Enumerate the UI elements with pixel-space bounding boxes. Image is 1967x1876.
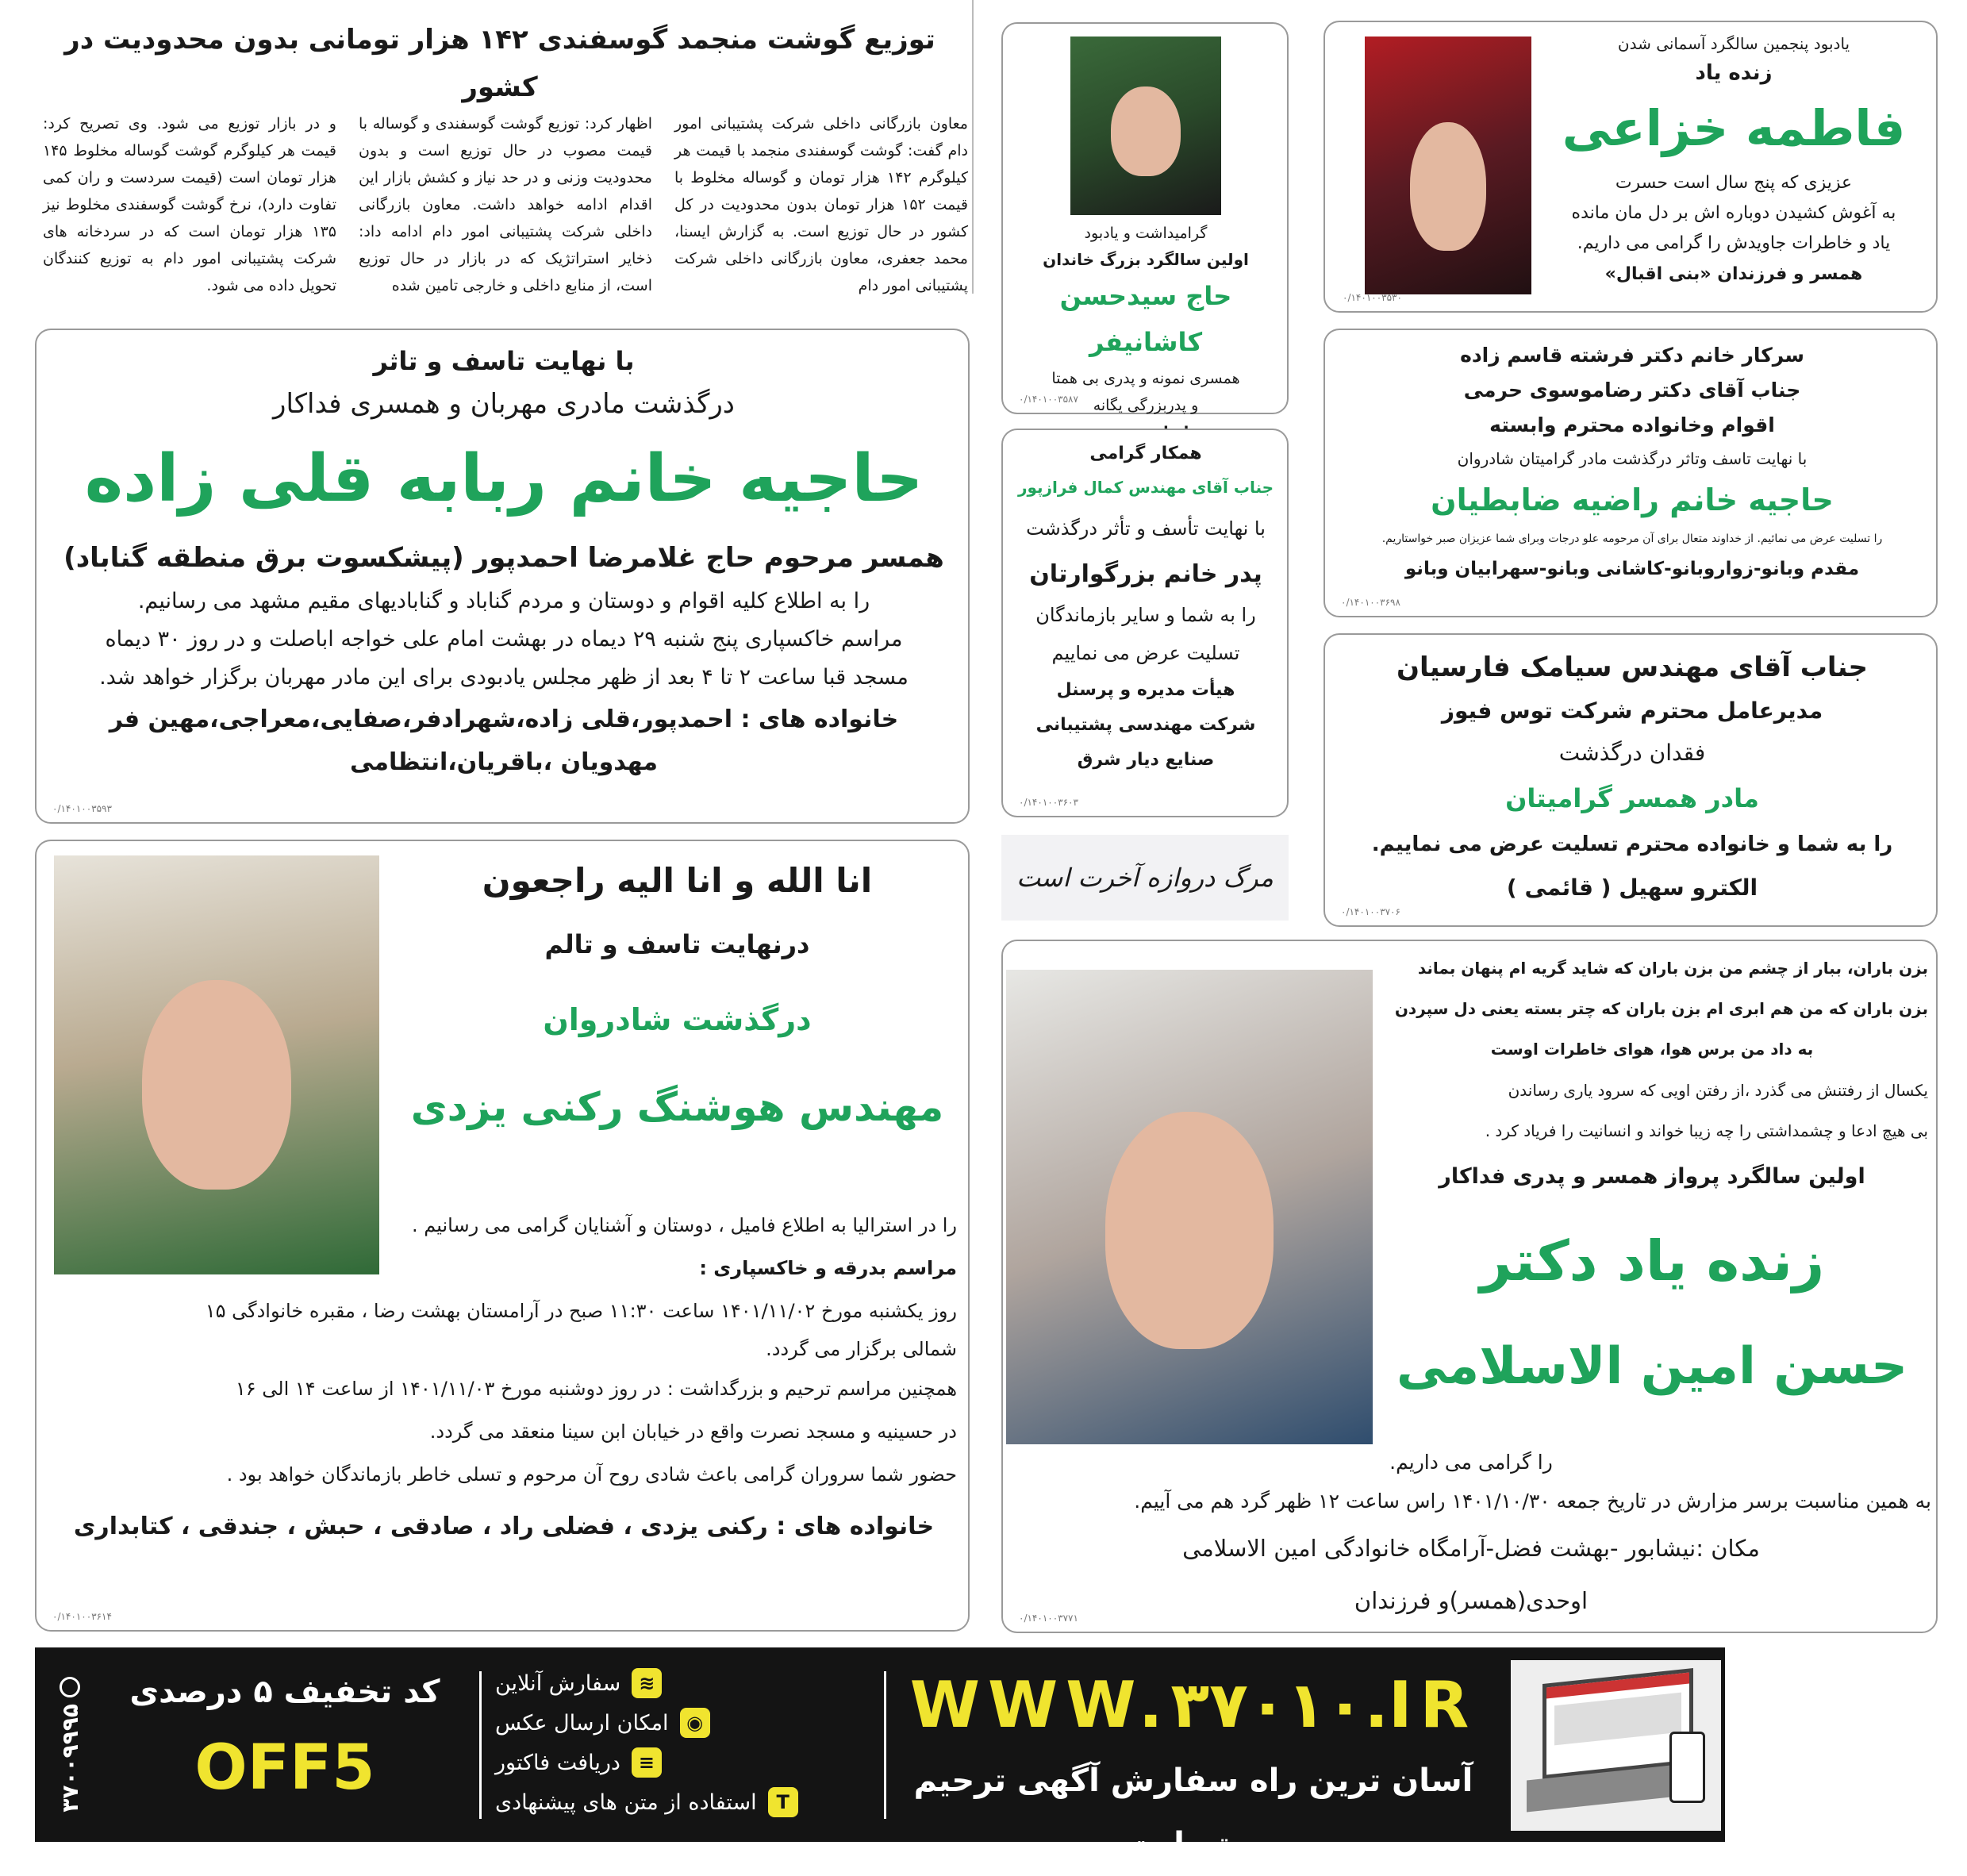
ad-code: ۰/۱۴۰۱۰۰۳۶۱۴ xyxy=(52,1611,112,1622)
discount-label: کد تخفیف ۵ درصدی xyxy=(129,1674,440,1710)
ad-body: یکسال از رفتنش می گذرد ،از رفتن اویی که سرود یاری رساندن xyxy=(1508,1081,1928,1100)
news-column-3: و در بازار توزیع می شود. وی تصریح کرد: قیمت هر کیلوگرم گوشت گوساله مخلوط ۱۴۵ هزار تومان است (قیمت سردست و ران کمی تفاوت دارد)، نرخ گوشت گوسفندی مخلوط نیز ۱۳۵ هزار تومان است که در سردخانه های شرکت پشتیبانی امور دام به توزیع کنندگان تحویل داده می شود. xyxy=(43,115,336,294)
obituary-khozaei xyxy=(1323,21,1938,313)
ad-body: را در استرالیا به اطلاع فامیل ، دوستان و آشنایان گرامی می رسانیم . xyxy=(412,1214,957,1236)
ad-code: ۰/۱۴۰۱۰۰۳۷۰۶ xyxy=(1341,906,1400,917)
ad-line: جناب آقای مهندس سیامک فارسیان xyxy=(1396,652,1869,683)
ad-body: را به اطلاع کلیه اقوام و دوستان و مردم گناباد و گنابادیهای مقیم مشهد می رسانیم. xyxy=(137,589,870,613)
ad-body: همچنین مراسم ترحیم و بزرگداشت : در روز دوشنبه مورخ ۱۴۰۱/۱۱/۰۳ از ساعت ۱۴ الی ۱۶ xyxy=(235,1378,957,1400)
obituary-zabetian xyxy=(1323,329,1938,617)
ad-line: اولین سالگرد بزرگ خاندان xyxy=(1043,250,1249,269)
document-icon: ≡ xyxy=(632,1747,662,1778)
feature-online-order: ≋ سفارش آنلاین xyxy=(495,1663,868,1703)
ad-signature: شرکت مهندسی پشتیبانی xyxy=(1035,715,1256,735)
deceased-name: فاطمه خزاعی xyxy=(1562,99,1906,157)
ad-line: اقوام وخانواده محترم وابسته xyxy=(1489,413,1775,436)
column-divider xyxy=(972,0,974,294)
poem-line: به داد من برس هوا، هوای خاطرات اوست xyxy=(1490,1040,1814,1059)
ad-line: انا الله و انا الیه راجعون xyxy=(482,861,873,900)
ad-line: با نهایت تاسف وتاثر درگذشت مادر گرامیتان شادروان xyxy=(1457,449,1808,468)
portrait-photo xyxy=(1006,970,1373,1444)
obituary-aminoleslami xyxy=(1001,940,1938,1633)
quote-text: مرگ دروازه آخرت است xyxy=(1016,863,1274,893)
camera-icon: ◉ xyxy=(680,1708,710,1738)
ad-code: ۰/۱۴۰۱۰۰۳۶۰۳ xyxy=(1019,797,1078,808)
ad-body: یاد و خاطرات جاویدش را گرامی می داریم. xyxy=(1577,233,1891,253)
news-column-1: معاون بازرگانی داخلی شرکت پشتیبانی امور دام گفت: گوشت گوسفندی منجمد با قیمت هر کیلوگرم ۱۴۲ هزار تومان و گوساله مخلوط با قیمت ۱۵۲ هزار تومان بدون محدودیت در کل کشور در حال توزیع است. به گزارش ایسنا، محمد جعفری، معاون بازرگانی داخلی شرکت پشتیبانی امور دام xyxy=(674,115,969,294)
ad-signature: هیأت مدیره و پرسنل xyxy=(1056,680,1235,700)
smartphone xyxy=(1669,1732,1705,1803)
banner-divider xyxy=(884,1671,886,1819)
ad-line: یادبود پنجمین سالگرد آسمانی شدن xyxy=(1617,34,1850,53)
banner-divider xyxy=(479,1671,482,1819)
news-title: توزیع گوشت منجمد گوسفندی ۱۴۲ هزار تومانی بدون محدودیت در کشور xyxy=(64,24,935,103)
news-article xyxy=(32,16,968,317)
ad-code: ۰/۱۴۰۱۰۰۳۵۳۰ xyxy=(1343,292,1402,303)
ad-body: همسری نمونه و پدری بی همتا xyxy=(1051,370,1240,387)
ad-body: را گرامی می داریم. xyxy=(1389,1451,1553,1474)
ad-line: درنهایت تاسف و تالم xyxy=(544,929,810,959)
ad-body: را به شما و سایر بازماندگان xyxy=(1035,604,1256,626)
phone-number[interactable]: ۳۷۰۰۹۹۹۵ xyxy=(46,1663,94,1826)
ad-body: و پدربزرگی یگانه xyxy=(1093,397,1199,414)
deceased-name: مهندس هوشنگ رکنی یزدی xyxy=(410,1084,944,1130)
ad-signature: الکترو سهیل ( قائمی ) xyxy=(1506,875,1758,901)
feature-photo-upload: ◉ امکان ارسال عکس xyxy=(495,1703,868,1743)
ad-body: مکان :نیشابور -بهشت فضل-آرامگاه خانوادگی امین الاسلامی xyxy=(1182,1535,1760,1562)
ad-body: را به شما و خانواده محترم تسلیت عرض می نماییم. xyxy=(1371,832,1893,856)
wifi-icon: ≋ xyxy=(632,1668,662,1698)
ad-signature: مقدم وبانو-زواروبانو-کاشانی وبانو-سهرابیان وبانو xyxy=(1404,559,1860,579)
obituary-farsian xyxy=(1323,633,1938,927)
ad-line: درگذشت مادری مهربان و همسری فداکار xyxy=(273,388,735,420)
quote-box xyxy=(1001,835,1289,921)
ad-families: خانواده های : احمدپور،قلی زاده،شهرادفر،صفایی،معراجی،مهین فر xyxy=(109,705,899,733)
promo-banner xyxy=(35,1647,1725,1863)
deceased-name: حسن امین الاسلامی xyxy=(1396,1337,1908,1396)
ad-body: شمالی برگزار می گردد. xyxy=(766,1338,957,1360)
ad-body: با نهایت تأسف و تأثر درگذشت xyxy=(1026,517,1266,540)
ad-body: عزیزی که پنج سال است حسرت xyxy=(1615,173,1853,193)
ad-body: پدر خانم بزرگوارتان xyxy=(1029,560,1262,588)
ad-body: به آغوش کشیدن دوباره اش بر دل مان مانده xyxy=(1571,203,1896,223)
ad-line: جناب آقای دکتر رضاموسوی حرمی xyxy=(1463,379,1801,402)
ad-code: ۰/۱۴۰۱۰۰۳۶۹۸ xyxy=(1341,597,1400,608)
ad-line: را تسلیت عرض می نمائیم. از خداوند متعال برای آن مرحومه علو درجات وبرای شما عزیزان صبر خواستاریم. xyxy=(1381,532,1883,545)
poem-line: بزن باران، ببار از چشم من بزن باران که شاید گریه ام پنهان بماند xyxy=(1417,959,1928,978)
news-column-2: اظهار کرد: توزیع گوشت گوسفندی و گوساله با قیمت مصوب در حال توزیع است و بدون محدودیت وزنی و در حد نیاز و کشش بازار این اقدام ادامه خواهد داشت. معاون بازرگانی داخلی شرکت پشتیبانی امور دام ادامه داد: ذخایر استراتژیک که در بازار در حال توزیع است، از منابع داخلی و خارجی تامین شده xyxy=(359,115,652,294)
deceased-name: حاجیه خانم راضیه ضابطیان xyxy=(1431,482,1834,517)
portrait-photo xyxy=(1070,37,1221,215)
ad-line: همکار گرامی xyxy=(1089,444,1202,463)
ad-body: تسلیت عرض می نماییم xyxy=(1051,642,1240,664)
ad-families: مهدویان ،باقریان،انتظامی xyxy=(350,748,658,776)
ad-signature: اوحدی(همسر)و فرزندان xyxy=(1354,1587,1589,1614)
poem-line: بزن باران که من هم ابری ام بزن باران که چتر بسته یعنی دل سپردن xyxy=(1394,999,1928,1018)
ad-line: گرامیداشت و یادبود xyxy=(1084,225,1208,242)
ad-body: بی هیچ ادعا و چشمداشتی را چه زیبا خواند و انسانیت را فریاد کرد . xyxy=(1485,1121,1928,1140)
ad-body: روز یکشنبه مورخ ۱۴۰۱/۱۱/۰۲ ساعت ۱۱:۳۰ صبح در آرامستان بهشت رضا ، مقبره خانوادگی ۱۵ xyxy=(205,1300,957,1322)
ad-body: مراسم خاکسپاری پنج شنبه ۲۹ دیماه در بهشت امام علی خواجه اباصلت و در روز ۳۰ دیماه xyxy=(105,627,903,652)
ad-code: ۰/۱۴۰۱۰۰۳۵۸۷ xyxy=(1019,394,1078,405)
obituary-gholizadeh xyxy=(35,329,970,824)
deceased-name: زنده یاد دکتر xyxy=(1479,1228,1825,1294)
ad-families: خانواده های : رکنی یزدی ، فضلی راد ، صادقی ، حبش ، جندقی ، کتابداری xyxy=(73,1513,935,1540)
ad-line: با نهایت تاسف و تاثر xyxy=(373,346,635,376)
website-link[interactable]: WWW.۳۷۰۱۰.IR xyxy=(909,1668,1477,1742)
ad-line: همسر مرحوم حاج غلامرضا احمدپور (پیشکسوت برق منطقه گناباد) xyxy=(63,542,944,574)
phone-icon xyxy=(60,1677,80,1697)
ad-body: حضور شما سروران گرامی باعث شادی روح آن مرحوم و تسلی خاطر بازماندگان خواهد بود . xyxy=(226,1463,957,1486)
ad-code: ۰/۱۴۰۱۰۰۳۵۹۳ xyxy=(52,803,112,814)
ad-line: درگذشت شادروان xyxy=(543,1002,812,1037)
portrait-photo xyxy=(1365,37,1531,294)
ad-body: در حسینیه و مسجد نصرت واقع در خیابان ابن سینا منعقد می گردد. xyxy=(429,1420,957,1443)
ad-signature: صنایع دیار شرق xyxy=(1077,750,1215,770)
ad-line: اولین سالگرد پرواز همسر و پدری فداکار xyxy=(1439,1164,1865,1189)
obituary-rokni-yazdi xyxy=(35,840,970,1632)
banner-slogan: آسان ترین راه سفارش آگهی ترحیم و تسلیت xyxy=(913,1763,1473,1863)
ad-line: زنده یاد xyxy=(1695,61,1773,85)
obituary-farazpour xyxy=(1001,429,1289,817)
ad-body: مراسم بدرقه و خاکسپاری : xyxy=(699,1257,957,1279)
feature-list xyxy=(495,1663,868,1822)
ad-body: به همین مناسبت برسر مزارش در تاریخ جمعه ۱۴۰۱/۱۰/۳۰ راس ساعت ۱۲ ظهر گرد هم می آییم. xyxy=(1134,1490,1931,1513)
ad-line: مدیرعامل محترم شرکت توس فیوز xyxy=(1441,698,1823,724)
feature-suggested-text: T استفاده از متن های پیشنهادی xyxy=(495,1782,868,1822)
deceased-name: جناب آقای مهندس کمال فرازپور xyxy=(1017,478,1274,497)
text-icon: T xyxy=(768,1787,798,1817)
deceased-name: حاجیه خانم ربابه قلی زاده xyxy=(84,441,924,517)
ad-signature: همسر و فرزندان «بنی اقبال» xyxy=(1604,264,1863,284)
laptop-illustration xyxy=(1511,1660,1721,1831)
deceased-name: حاج سیدحسن کاشانیفر xyxy=(1059,281,1232,357)
ad-code: ۰/۱۴۰۱۰۰۳۷۷۱ xyxy=(1019,1613,1078,1624)
obituary-kashanifar xyxy=(1001,22,1289,414)
ad-line: فقدان درگذشت xyxy=(1558,740,1706,766)
discount-code: OFF5 xyxy=(194,1732,375,1804)
feature-invoice: ≡ دریافت فاکتور xyxy=(495,1743,868,1782)
deceased-name: مادر همسر گرامیتان xyxy=(1505,783,1759,813)
ad-body: مسجد قبا ساعت ۲ تا ۴ بعد از ظهر مجلس یادبودی برای این مادر مهربان برگزار خواهد شد. xyxy=(99,665,909,690)
ad-line: سرکار خانم دکتر فرشته قاسم زاده xyxy=(1460,344,1804,367)
